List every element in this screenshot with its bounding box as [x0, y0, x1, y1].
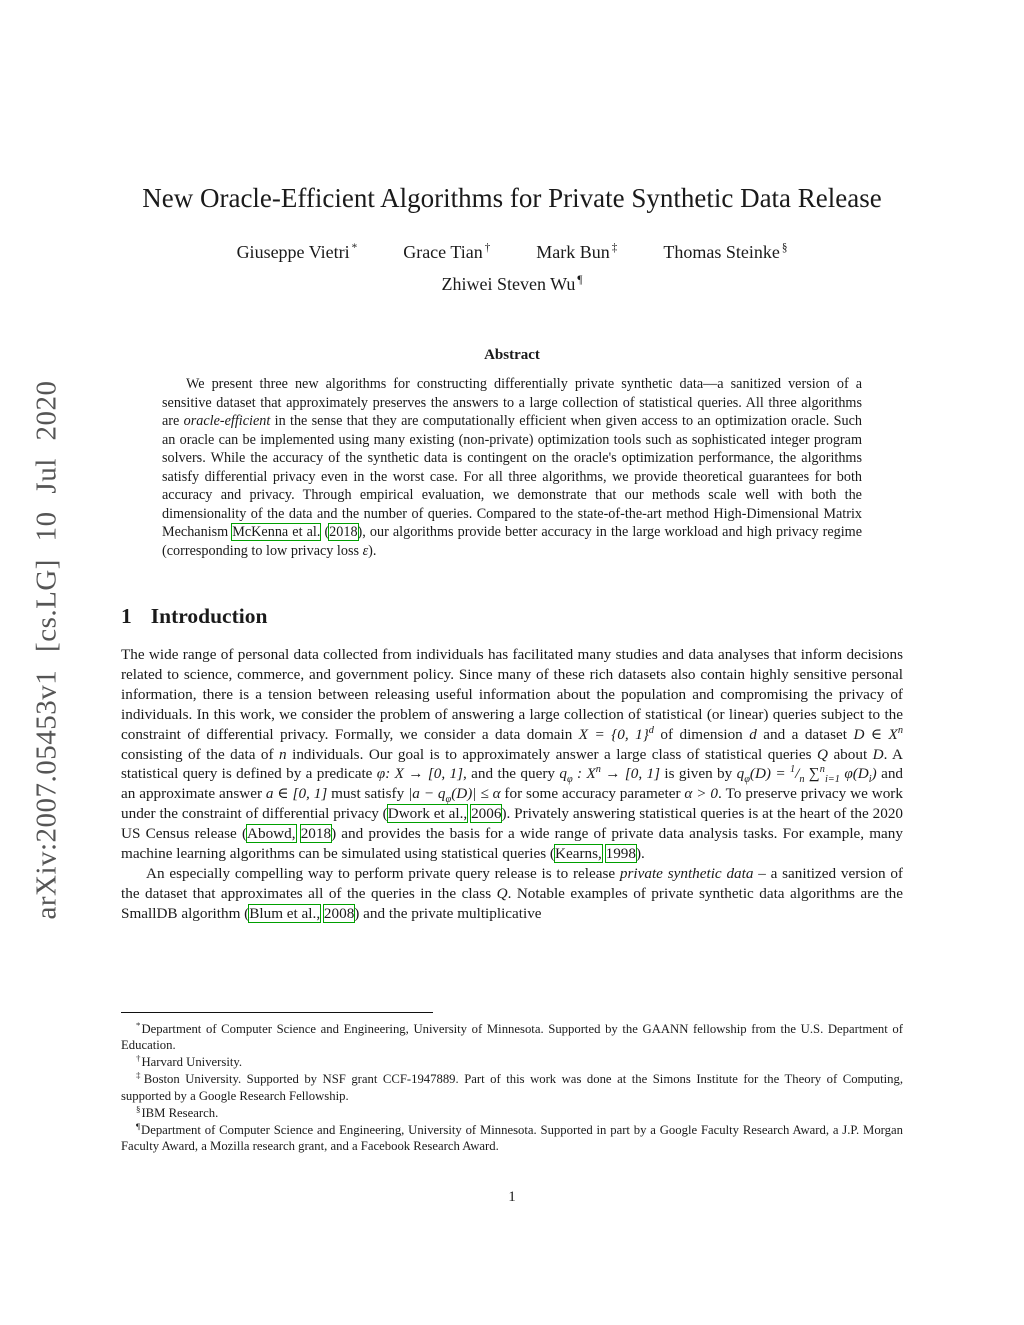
footnote-marker: *: [136, 1020, 141, 1030]
author-footnote-marker: †: [484, 242, 491, 255]
text-segment: ) and the private multiplicative: [354, 904, 542, 922]
text-segment: and an approximate answer: [121, 765, 904, 803]
text-segment: ).: [635, 845, 645, 863]
footnote-text: IBM Research.: [141, 1105, 219, 1120]
math-inline: q: [559, 765, 567, 783]
author: [403, 242, 490, 263]
math-inline: (D) =: [749, 765, 790, 783]
text-segment: ), our algorithms provide better accuracy in the large workload and high privacy regime (corresponding to low privacy loss: [162, 524, 862, 559]
emphasis-text: private synthetic data: [619, 864, 754, 882]
footnote: [121, 1121, 903, 1154]
footnotes-block: [121, 1012, 903, 1154]
author-footnote-marker: ¶: [577, 274, 583, 287]
citation-link[interactable]: Dwork et al.,: [387, 805, 468, 823]
authors-row-2: [121, 274, 903, 295]
math-inline: α > 0: [684, 785, 718, 803]
math-superscript: n: [897, 724, 903, 736]
abstract-heading: Abstract: [484, 347, 540, 364]
math-inline: D ∈ X: [853, 725, 898, 743]
author-name: Mark Bun: [536, 242, 610, 263]
math-subscript: i=1: [824, 774, 840, 786]
author-footnote-marker: ‡: [611, 242, 618, 255]
text-segment: . A statistical query is defined by a predicate: [121, 745, 904, 783]
math-inline: → [0, 1]: [600, 765, 661, 783]
text-segment: for some accuracy parameter: [500, 785, 685, 803]
math-inline: D: [872, 745, 884, 763]
math-inline: (D)| ≤ α: [451, 785, 501, 803]
text-segment: and a dataset: [756, 725, 854, 743]
author: [237, 242, 358, 263]
page-number: 1: [508, 1189, 516, 1205]
footnote-marker: §: [136, 1103, 141, 1114]
author: [442, 274, 583, 294]
math-inline: Q: [817, 745, 828, 763]
emphasis-text: oracle-efficient: [183, 413, 271, 430]
math-inline: Q: [496, 884, 508, 902]
authors-row: [121, 242, 903, 263]
footnote-text: Department of Computer Science and Engineering, University of Minnesota. Supported in part by a Google Faculty Research Award, a J.P. Morgan Faculty Award, a Mozilla research grant, and a Facebook Research Award.: [121, 1123, 903, 1154]
footnote: [121, 1053, 903, 1070]
text-segment: individuals. Our goal is to approximately answer a large class of statistical queries: [286, 745, 818, 763]
math-inline: ): [871, 765, 877, 783]
text-segment: [296, 825, 301, 842]
section-title: Introduction: [150, 603, 268, 628]
citation-link[interactable]: Abowd,: [247, 825, 296, 843]
text-segment: of dimension: [653, 725, 750, 743]
author-footnote-marker: *: [351, 242, 358, 255]
text-segment: . Notable examples of private synthetic data algorithms are the SmallDB algorithm (: [121, 884, 903, 922]
author-name: Grace Tian: [403, 242, 483, 263]
author-footnote-marker: §: [781, 242, 788, 255]
math-inline: φ: X → [0, 1]: [376, 765, 464, 783]
footnote-text: Department of Computer Science and Engineering, University of Minnesota. Supported by the GAANN fellowship from the U.S. Department of Education.: [121, 1022, 903, 1053]
section-number: 1: [121, 603, 132, 628]
text-segment: about: [827, 745, 873, 763]
citation-link[interactable]: 1998: [605, 845, 636, 863]
text-segment: consisting of the data of: [121, 745, 280, 763]
footnote-text: Harvard University.: [141, 1055, 243, 1070]
text-segment: – a sanitized version of the dataset that approximates all of the queries in the class: [121, 864, 903, 902]
author: [536, 242, 617, 263]
citation-link[interactable]: Kearns,: [555, 845, 602, 863]
citation-link[interactable]: 2008: [323, 904, 355, 922]
text-segment: An especially compelling way to perform private query release is to release: [146, 864, 620, 882]
math-inline: q: [736, 765, 745, 783]
author-name: Zhiwei Steven Wu: [441, 274, 576, 295]
intro-paragraph-1: [121, 645, 903, 864]
author-name: Thomas Steinke: [663, 242, 780, 263]
math-inline: /: [795, 765, 800, 783]
math-superscript: 1: [789, 764, 796, 776]
math-inline: : X: [572, 765, 596, 783]
intro-paragraph-2: [121, 864, 903, 924]
abstract-text: [162, 375, 862, 560]
abstract-section: [121, 347, 903, 560]
math-inline: n: [279, 745, 287, 763]
math-subscript: n: [799, 774, 805, 786]
text-segment: is given by: [660, 765, 737, 783]
footnote-marker: ¶: [136, 1120, 141, 1131]
math-subscript: φ: [744, 774, 750, 786]
citation-link[interactable]: McKenna et al.: [232, 524, 321, 541]
text-segment: ).: [368, 542, 377, 559]
author: [663, 242, 787, 263]
math-inline: a ∈ [0, 1]: [265, 785, 328, 803]
text-segment: ) and provides the basis for a wide range of private data analysis tasks. For example, many machine learning algorithms can be simulated using statistical queries (: [121, 825, 903, 863]
citation-link[interactable]: 2018: [329, 524, 358, 541]
arxiv-watermark: arXiv:2007.05453v1 [cs.LG] 10 Jul 2020: [30, 380, 63, 920]
footnote-marker: †: [136, 1053, 141, 1064]
paper-title: New Oracle-Efficient Algorithms for Private Synthetic Data Release: [142, 183, 882, 213]
text-segment: , and the query: [463, 765, 560, 783]
section-heading-introduction: [121, 604, 903, 629]
math-inline: φ(D: [839, 765, 869, 783]
footnote: [121, 1020, 903, 1053]
footnote: [121, 1104, 903, 1121]
author-name: Giuseppe Vietri: [236, 242, 350, 263]
math-inline: ∑: [804, 765, 820, 783]
text-segment: in the sense that they are computationally efficient when given access to an optimization oracle. Such an oracle can be implemented using many existing (non-private) optimization tools such as sophisticated integer program solvers. While the accuracy of the synthetic data is contingent on the oracle's optimization performance, the algorithms satisfy differential privacy even in the worst case. For all three algorithms, we provide theoretical guarantees for both accuracy and privacy. Through empirical evaluation, we demonstrate that our methods scale well with both the dimensionality of the data and the number of queries. Compared to the state-of-the-art method High-Dimensional Matrix Mechanism: [162, 413, 863, 541]
text-segment: The wide range of personal data collected from individuals has facilitated many studies and data analyses that inform decisions related to science, commerce, and government policy. Since many of these rich datasets also contain highly sensitive personal information, there is a tension between releasing useful information about the population and compromising the privacy of individuals. In this work, we consider the problem of answering a large collection of statistical (or linear) queries subject to the constraint of differential privacy. Formally, we consider a data domain: [121, 645, 903, 743]
footnote-rule: [121, 1012, 433, 1013]
math-inline: ε: [362, 542, 369, 559]
math-subscript: i: [868, 774, 872, 786]
citation-link[interactable]: 2018: [300, 825, 332, 843]
math-superscript: d: [648, 724, 654, 736]
math-superscript: n: [595, 764, 601, 776]
text-segment: must satisfy: [327, 785, 409, 803]
math-subscript: φ: [566, 774, 573, 786]
math-inline: |a − q: [408, 785, 446, 803]
footnote: [121, 1070, 903, 1103]
math-inline: X = {0, 1}: [578, 725, 649, 743]
math-inline: d: [749, 725, 757, 743]
math-superscript: n: [819, 764, 825, 776]
text-segment: We present three new algorithms for constructing differentially private synthetic data—a sanitized version of a sensitive dataset that approximately preserves the answers to a large collection of statistical queries. All three algorithms are: [162, 376, 862, 430]
text-segment: ). Privately answering statistical queries is at the heart of the 2020 US Census release (: [121, 805, 904, 843]
footnote-text: Boston University. Supported by NSF grant CCF-1947889. Part of this work was done at the Simons Institute for the Theory of Computing, supported by a Google Research Fellowship.: [121, 1072, 904, 1103]
text-segment: . To preserve privacy we work under the constraint of differential privacy (: [121, 785, 903, 823]
citation-link[interactable]: 2006: [471, 805, 502, 823]
citation-link[interactable]: Blum et al.,: [249, 904, 321, 922]
text-segment: (: [320, 524, 330, 541]
footnote-marker: ‡: [136, 1070, 143, 1081]
math-subscript: φ: [445, 794, 452, 806]
